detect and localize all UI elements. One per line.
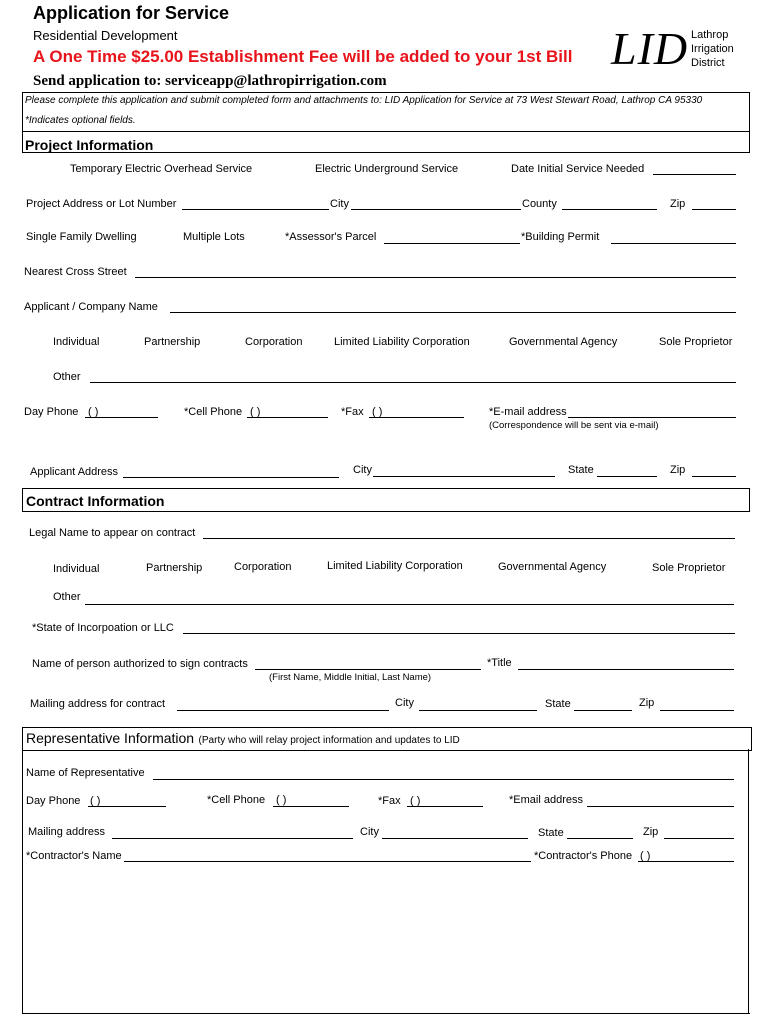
contract-mailing-field[interactable] xyxy=(177,710,389,711)
contract-state-label: State xyxy=(545,698,571,710)
contract-type-sole-proprietor[interactable]: Sole Proprietor xyxy=(652,562,726,574)
rep-cell-phone-label: *Cell Phone xyxy=(207,794,266,806)
type-corporation[interactable]: Corporation xyxy=(245,336,303,348)
project-city-field[interactable] xyxy=(351,209,521,210)
rep-day-phone-label: Day Phone xyxy=(26,795,81,807)
rep-city-field[interactable] xyxy=(382,838,528,839)
rep-cell-phone-field[interactable] xyxy=(273,806,349,807)
form-bottom-rule xyxy=(22,1013,750,1014)
contract-title-label: *Title xyxy=(487,657,512,669)
type-individual[interactable]: Individual xyxy=(53,336,100,348)
option-temp-overhead[interactable]: Temporary Electric Overhead Service xyxy=(70,163,253,175)
project-county-field[interactable] xyxy=(562,209,657,210)
rep-day-phone-field[interactable] xyxy=(88,806,166,807)
applicant-address-label: Applicant Address xyxy=(30,466,119,478)
type-government[interactable]: Governmental Agency xyxy=(509,336,618,348)
cell-phone-paren: ( ) xyxy=(250,406,261,418)
contract-mailing-label: Mailing address for contract xyxy=(30,698,166,710)
contractor-name-field[interactable] xyxy=(124,861,531,862)
applicant-zip-label: Zip xyxy=(670,464,686,476)
state-inc-label: *State of Incorpoation or LLC xyxy=(32,622,174,634)
applicant-city-label: City xyxy=(353,464,372,476)
email-label: *E-mail address xyxy=(489,406,567,418)
rep-mailing-label: Mailing address xyxy=(28,826,106,838)
project-heading-rule xyxy=(22,152,748,153)
type-partnership[interactable]: Partnership xyxy=(144,336,201,348)
optional-note: *Indicates optional fields. xyxy=(25,115,136,126)
day-phone-field[interactable] xyxy=(85,417,158,418)
rep-fax-field[interactable] xyxy=(407,806,483,807)
type-llc[interactable]: Limited Liability Corporation xyxy=(334,336,470,348)
contract-type-government[interactable]: Governmental Agency xyxy=(498,561,607,573)
project-city-label: City xyxy=(330,198,349,210)
logo-line-2: Irrigation xyxy=(691,43,734,55)
contract-city-label: City xyxy=(395,697,414,709)
lid-logo: LID xyxy=(611,23,689,74)
form-subtitle: Residential Development xyxy=(33,28,178,43)
rep-name-label: Name of Representative xyxy=(26,767,145,779)
day-phone-label: Day Phone xyxy=(24,406,79,418)
contract-state-field[interactable] xyxy=(574,710,632,711)
logo-line-1: Lathrop xyxy=(691,29,729,41)
building-permit-label: *Building Permit xyxy=(521,231,600,243)
rep-email-label: *Email address xyxy=(509,794,583,806)
send-to: Send application to: serviceapp@lathropirrigation.com xyxy=(33,73,387,89)
cross-street-label: Nearest Cross Street xyxy=(24,266,127,278)
fax-field[interactable] xyxy=(369,417,464,418)
applicant-city-field[interactable] xyxy=(373,476,555,477)
name-format-note: (First Name, Middle Initial, Last Name) xyxy=(269,672,432,683)
applicant-address-field[interactable] xyxy=(123,477,339,478)
contract-title-field[interactable] xyxy=(518,669,734,670)
rep-email-field[interactable] xyxy=(587,806,734,807)
date-needed-field[interactable] xyxy=(653,174,736,175)
cross-street-field[interactable] xyxy=(135,277,736,278)
contract-type-corporation[interactable]: Corporation xyxy=(234,561,292,573)
contractor-phone-paren: ( ) xyxy=(640,850,651,862)
contract-zip-label: Zip xyxy=(639,697,655,709)
legal-name-label: Legal Name to appear on contract xyxy=(29,527,196,539)
contract-heading: Contract Information xyxy=(26,493,165,509)
rep-state-field[interactable] xyxy=(567,838,633,839)
project-address-label: Project Address or Lot Number xyxy=(26,198,177,210)
option-underground[interactable]: Electric Underground Service xyxy=(315,163,459,175)
contract-city-field[interactable] xyxy=(419,710,537,711)
email-field[interactable] xyxy=(568,417,736,418)
lid-logo-name xyxy=(691,28,734,70)
applicant-name-field[interactable] xyxy=(170,312,736,313)
cell-phone-field[interactable] xyxy=(247,417,328,418)
form-left-rule xyxy=(22,749,23,1013)
contract-other-label: Other xyxy=(53,591,81,603)
contractor-phone-label: *Contractor's Phone xyxy=(534,850,633,862)
rep-heading: Representative Information xyxy=(26,730,195,746)
state-inc-field[interactable] xyxy=(183,633,735,634)
applicant-state-field[interactable] xyxy=(597,476,657,477)
project-heading: Project Information xyxy=(25,137,154,153)
legal-name-field[interactable] xyxy=(203,538,735,539)
day-phone-paren: ( ) xyxy=(88,406,99,418)
date-needed-label: Date Initial Service Needed xyxy=(511,163,645,175)
project-address-field[interactable] xyxy=(182,209,329,210)
rep-zip-field[interactable] xyxy=(664,838,734,839)
rep-cell-phone-paren: ( ) xyxy=(276,794,287,806)
option-single-family[interactable]: Single Family Dwelling xyxy=(26,231,137,243)
email-note: (Correspondence will be sent via e-mail) xyxy=(489,420,659,431)
applicant-state-label: State xyxy=(568,464,594,476)
rep-heading-note: (Party who will relay project information and updates to LID xyxy=(198,735,460,746)
form-right-rule xyxy=(748,749,749,1013)
rep-fax-label: *Fax xyxy=(378,795,401,807)
option-multiple-lots[interactable]: Multiple Lots xyxy=(183,231,245,243)
building-permit-field[interactable] xyxy=(611,243,736,244)
rep-heading-wrap xyxy=(26,730,460,748)
authorized-field[interactable] xyxy=(255,669,481,670)
applicant-zip-field[interactable] xyxy=(692,476,736,477)
project-zip-field[interactable] xyxy=(692,209,736,210)
project-county-label: County xyxy=(522,198,557,210)
contract-other-field[interactable] xyxy=(85,604,734,605)
contractor-name-label: *Contractor's Name xyxy=(26,850,122,862)
assessor-label: *Assessor's Parcel xyxy=(285,231,377,243)
project-zip-label: Zip xyxy=(670,198,686,210)
rep-city-label: City xyxy=(360,826,379,838)
rep-state-label: State xyxy=(538,827,564,839)
form-title: Application for Service xyxy=(33,3,230,23)
rep-fax-paren: ( ) xyxy=(410,795,421,807)
fee-notice: A One Time $25.00 Establishment Fee will be added to your 1st Bill xyxy=(33,47,573,66)
applicant-name-label: Applicant / Company Name xyxy=(24,301,158,313)
contract-type-partnership[interactable]: Partnership xyxy=(146,562,203,574)
instructions: Please complete this application and submit completed form and attachments to: LID Application for Service at 73 West Stewart Road, Lathrop CA 95330 xyxy=(25,95,703,106)
contract-zip-field[interactable] xyxy=(660,710,734,711)
project-other-field[interactable] xyxy=(90,382,736,383)
rep-zip-label: Zip xyxy=(643,826,659,838)
contractor-phone-field[interactable] xyxy=(638,861,734,862)
fax-label: *Fax xyxy=(341,406,364,418)
project-other-label: Other xyxy=(53,371,81,383)
rep-mailing-field[interactable] xyxy=(112,838,353,839)
contract-type-individual[interactable]: Individual xyxy=(53,563,100,575)
assessor-field[interactable] xyxy=(384,243,520,244)
fax-paren: ( ) xyxy=(372,406,383,418)
rep-name-field[interactable] xyxy=(153,779,734,780)
rep-day-phone-paren: ( ) xyxy=(90,795,101,807)
logo-line-3: District xyxy=(691,57,725,69)
cell-phone-label: *Cell Phone xyxy=(184,406,243,418)
authorized-label: Name of person authorized to sign contracts xyxy=(32,658,248,670)
type-sole-proprietor[interactable]: Sole Proprietor xyxy=(659,336,733,348)
contract-type-llc[interactable]: Limited Liability Corporation xyxy=(327,560,463,572)
